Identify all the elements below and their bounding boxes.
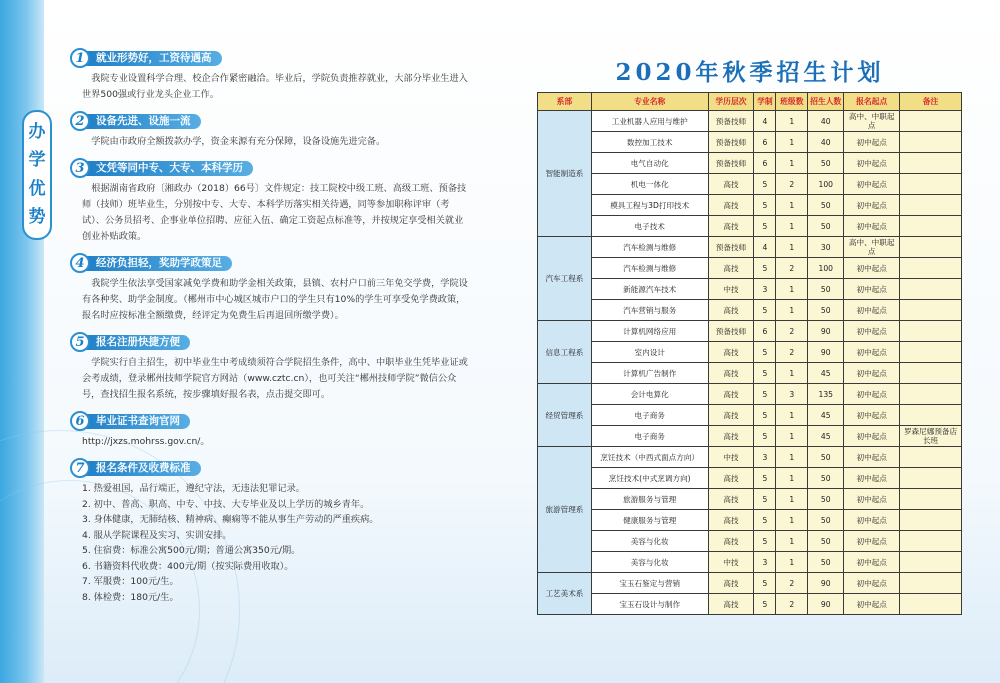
years-cell: 5 xyxy=(754,216,776,237)
note-cell xyxy=(900,405,962,426)
major-cell: 旅游服务与管理 xyxy=(591,489,708,510)
start-cell: 初中起点 xyxy=(844,216,900,237)
note-cell xyxy=(900,174,962,195)
years-cell: 3 xyxy=(754,552,776,573)
level-cell: 高技 xyxy=(708,174,754,195)
note-cell xyxy=(900,489,962,510)
table-row xyxy=(538,531,962,552)
table-row xyxy=(538,216,962,237)
dept-cell: 信息工程系 xyxy=(538,321,592,384)
start-cell: 初中起点 xyxy=(844,552,900,573)
major-cell: 工业机器人应用与维护 xyxy=(591,111,708,132)
section-number-badge: 5 xyxy=(70,332,90,352)
major-cell: 宝玉石设计与制作 xyxy=(591,594,708,615)
table-row xyxy=(538,384,962,405)
list-item: 1. 热爱祖国，品行端正，遵纪守法，无违法犯罪记录。 xyxy=(82,483,305,494)
dept-cell: 工艺美术系 xyxy=(538,573,592,615)
table-row xyxy=(538,153,962,174)
major-cell: 烹饪技术(中式烹调方向) xyxy=(591,468,708,489)
dept-cell: 智能制造系 xyxy=(538,111,592,237)
years-cell: 5 xyxy=(754,384,776,405)
section-body xyxy=(70,355,470,403)
years-cell: 5 xyxy=(754,405,776,426)
years-cell: 6 xyxy=(754,132,776,153)
years-cell: 5 xyxy=(754,426,776,447)
note-cell xyxy=(900,132,962,153)
advantages-column xyxy=(70,48,470,613)
table-row xyxy=(538,552,962,573)
level-cell: 预备技师 xyxy=(708,237,754,258)
note-cell xyxy=(900,300,962,321)
section-requirements-fees xyxy=(70,458,470,605)
classes-cell: 1 xyxy=(776,153,808,174)
level-cell: 高技 xyxy=(708,510,754,531)
side-tab-char: 势 xyxy=(28,207,46,228)
years-cell: 5 xyxy=(754,342,776,363)
table-row xyxy=(538,195,962,216)
years-cell: 5 xyxy=(754,258,776,279)
note-cell xyxy=(900,384,962,405)
table-body xyxy=(538,111,962,615)
start-cell: 初中起点 xyxy=(844,195,900,216)
section-paragraph: 我院学生依法享受国家减免学费和助学金相关政策，县镇、农村户口前三年免交学费，学院设有各种奖、助学金制度。（郴州市中心城区城市户口的学生只有10%的学生可享受免学费政策，报名时应按标准全额缴费，经评定为免费生后再退回所缴学费）。 xyxy=(82,278,468,321)
section-paragraph: 学院由市政府全额拨款办学，资金来源有充分保障，设备设施先进完备。 xyxy=(91,136,386,147)
note-cell xyxy=(900,594,962,615)
quota-cell: 90 xyxy=(808,573,844,594)
classes-cell: 1 xyxy=(776,216,808,237)
section-header xyxy=(70,458,470,478)
start-cell: 初中起点 xyxy=(844,132,900,153)
quota-cell: 50 xyxy=(808,552,844,573)
start-cell: 初中起点 xyxy=(844,573,900,594)
section-title: 文凭等同中专、大专、本科学历 xyxy=(82,161,253,176)
column-header: 学历层次 xyxy=(708,93,754,111)
classes-cell: 1 xyxy=(776,132,808,153)
start-cell: 初中起点 xyxy=(844,174,900,195)
section-number-badge: 4 xyxy=(70,253,90,273)
years-cell: 3 xyxy=(754,279,776,300)
section-body xyxy=(70,481,470,605)
table-header-row xyxy=(538,93,962,111)
major-cell: 计算机网络应用 xyxy=(591,321,708,342)
list-item: 5. 住宿费：标准公寓500元/期；普通公寓350元/期。 xyxy=(82,545,301,556)
note-cell xyxy=(900,447,962,468)
major-cell: 宝玉石鉴定与营销 xyxy=(591,573,708,594)
quota-cell: 50 xyxy=(808,279,844,300)
note-cell xyxy=(900,342,962,363)
quota-cell: 100 xyxy=(808,174,844,195)
years-cell: 5 xyxy=(754,195,776,216)
start-cell: 初中起点 xyxy=(844,405,900,426)
quota-cell: 30 xyxy=(808,237,844,258)
start-cell: 初中起点 xyxy=(844,153,900,174)
major-cell: 汽车检测与维修 xyxy=(591,258,708,279)
start-cell: 高中、中职起点 xyxy=(844,237,900,258)
years-cell: 6 xyxy=(754,153,776,174)
section-title: 就业形势好，工资待遇高 xyxy=(82,51,222,66)
section-body xyxy=(70,71,470,103)
dept-cell: 旅游管理系 xyxy=(538,447,592,573)
quota-cell: 90 xyxy=(808,321,844,342)
classes-cell: 1 xyxy=(776,300,808,321)
quota-cell: 50 xyxy=(808,195,844,216)
major-cell: 会计电算化 xyxy=(591,384,708,405)
quota-cell: 45 xyxy=(808,405,844,426)
table-row xyxy=(538,573,962,594)
column-header: 班级数 xyxy=(776,93,808,111)
certificate-query-link[interactable]: http://jxzs.mohrss.gov.cn/。 xyxy=(82,436,210,447)
start-cell: 初中起点 xyxy=(844,384,900,405)
list-item: 4. 服从学院课程及实习、实训安排。 xyxy=(82,529,232,541)
start-cell: 初中起点 xyxy=(844,363,900,384)
plan-title: 2020年秋季招生计划 xyxy=(615,59,885,86)
table-row xyxy=(538,510,962,531)
quota-cell: 50 xyxy=(808,489,844,510)
years-cell: 3 xyxy=(754,447,776,468)
section-number-badge: 3 xyxy=(70,158,90,178)
classes-cell: 1 xyxy=(776,489,808,510)
years-cell: 5 xyxy=(754,531,776,552)
note-cell xyxy=(900,237,962,258)
side-tab-char: 学 xyxy=(28,150,46,171)
quota-cell: 90 xyxy=(808,342,844,363)
table-row xyxy=(538,132,962,153)
note-cell xyxy=(900,510,962,531)
table-row xyxy=(538,111,962,132)
classes-cell: 1 xyxy=(776,426,808,447)
quota-cell: 40 xyxy=(808,111,844,132)
quota-cell: 50 xyxy=(808,531,844,552)
classes-cell: 1 xyxy=(776,237,808,258)
quota-cell: 40 xyxy=(808,132,844,153)
section-certificate-query xyxy=(70,411,470,450)
note-cell xyxy=(900,531,962,552)
table-row xyxy=(538,279,962,300)
level-cell: 高技 xyxy=(708,258,754,279)
level-cell: 高技 xyxy=(708,342,754,363)
major-cell: 模具工程与3D打印技术 xyxy=(591,195,708,216)
major-cell: 汽车检测与维修 xyxy=(591,237,708,258)
level-cell: 高技 xyxy=(708,363,754,384)
years-cell: 5 xyxy=(754,174,776,195)
quota-cell: 50 xyxy=(808,300,844,321)
column-header: 学制 xyxy=(754,93,776,111)
section-header xyxy=(70,332,470,352)
table-row xyxy=(538,426,962,447)
major-cell: 电子商务 xyxy=(591,426,708,447)
column-header: 专业名称 xyxy=(591,93,708,111)
note-cell: 罗森尼娜预备店长班 xyxy=(900,426,962,447)
note-cell xyxy=(900,468,962,489)
table-row xyxy=(538,321,962,342)
side-tab-advantages xyxy=(22,110,52,240)
level-cell: 高技 xyxy=(708,426,754,447)
section-header xyxy=(70,253,470,273)
quota-cell: 50 xyxy=(808,216,844,237)
level-cell: 高技 xyxy=(708,573,754,594)
start-cell: 初中起点 xyxy=(844,300,900,321)
level-cell: 预备技师 xyxy=(708,111,754,132)
note-cell xyxy=(900,279,962,300)
note-cell xyxy=(900,195,962,216)
level-cell: 高技 xyxy=(708,216,754,237)
quota-cell: 45 xyxy=(808,363,844,384)
start-cell: 初中起点 xyxy=(844,510,900,531)
classes-cell: 2 xyxy=(776,573,808,594)
classes-cell: 1 xyxy=(776,468,808,489)
section-title: 设备先进、设施一流 xyxy=(82,114,201,129)
level-cell: 中技 xyxy=(708,279,754,300)
classes-cell: 3 xyxy=(776,384,808,405)
level-cell: 高技 xyxy=(708,300,754,321)
classes-cell: 1 xyxy=(776,195,808,216)
classes-cell: 1 xyxy=(776,552,808,573)
years-cell: 5 xyxy=(754,489,776,510)
years-cell: 5 xyxy=(754,594,776,615)
level-cell: 高技 xyxy=(708,531,754,552)
classes-cell: 1 xyxy=(776,447,808,468)
section-title: 经济负担轻，奖助学政策足 xyxy=(82,256,232,271)
table-row xyxy=(538,258,962,279)
list-item: 7. 军服费：100元/生。 xyxy=(82,576,179,587)
note-cell xyxy=(900,552,962,573)
section-header xyxy=(70,411,470,431)
major-cell: 汽车营销与服务 xyxy=(591,300,708,321)
years-cell: 5 xyxy=(754,468,776,489)
section-facilities xyxy=(70,111,470,150)
level-cell: 高技 xyxy=(708,594,754,615)
level-cell: 预备技师 xyxy=(708,132,754,153)
section-body xyxy=(70,181,470,245)
note-cell xyxy=(900,321,962,342)
years-cell: 4 xyxy=(754,111,776,132)
start-cell: 初中起点 xyxy=(844,447,900,468)
level-cell: 高技 xyxy=(708,405,754,426)
section-paragraph: 学院实行自主招生，初中毕业生中考成绩须符合学院招生条件，高中、中职毕业生凭毕业证或会考成绩，登录郴州技师学院官方网站（www.cztc.cn），也可关注“郴州技师学院”微信公众号，查找招生报名系统，按步骤填好报名表，点击提交即可。 xyxy=(82,357,468,400)
side-tab-char: 办 xyxy=(28,121,46,142)
years-cell: 5 xyxy=(754,363,776,384)
start-cell: 高中、中职起点 xyxy=(844,111,900,132)
start-cell: 初中起点 xyxy=(844,279,900,300)
level-cell: 高技 xyxy=(708,489,754,510)
section-number-badge: 7 xyxy=(70,458,90,478)
level-cell: 预备技师 xyxy=(708,321,754,342)
level-cell: 高技 xyxy=(708,468,754,489)
enrollment-plan-table xyxy=(537,92,962,615)
start-cell: 初中起点 xyxy=(844,468,900,489)
quota-cell: 45 xyxy=(808,426,844,447)
start-cell: 初中起点 xyxy=(844,258,900,279)
quota-cell: 50 xyxy=(808,510,844,531)
section-paragraph: 我院专业设置科学合理、校企合作紧密融洽。毕业后，学院负责推荐就业，大部分毕业生进入世界500强或行业龙头企业工作。 xyxy=(82,73,468,100)
note-cell xyxy=(900,111,962,132)
years-cell: 4 xyxy=(754,237,776,258)
classes-cell: 2 xyxy=(776,174,808,195)
years-cell: 5 xyxy=(754,300,776,321)
level-cell: 预备技师 xyxy=(708,153,754,174)
section-paragraph: 根据湖南省政府〔湘政办（2018）66号〕文件规定：技工院校中级工班、高级工班、预备技师（技师）班毕业生，分别按中专、大专、本科学历落实相关待遇，同等参加职称评审（考试）、公务员招考、企事业单位招聘、应征入伍、确定工资起点标准等，并按规定享受相关就业创业补贴政策。 xyxy=(82,183,467,242)
dept-cell: 经贸管理系 xyxy=(538,384,592,447)
list-item: 2. 初中、普高、职高、中专、中技、大专毕业及以上学历的城乡青年。 xyxy=(82,498,370,510)
major-cell: 计算机广告制作 xyxy=(591,363,708,384)
major-cell: 美容与化妆 xyxy=(591,531,708,552)
quota-cell: 100 xyxy=(808,258,844,279)
section-header xyxy=(70,111,470,131)
major-cell: 电气自动化 xyxy=(591,153,708,174)
table-row xyxy=(538,594,962,615)
classes-cell: 2 xyxy=(776,342,808,363)
quota-cell: 50 xyxy=(808,468,844,489)
list-item: 3. 身体健康，无肺结核、精神病、癫痫等不能从事生产劳动的严重疾病。 xyxy=(82,514,379,525)
years-cell: 6 xyxy=(754,321,776,342)
classes-cell: 2 xyxy=(776,321,808,342)
major-cell: 机电一体化 xyxy=(591,174,708,195)
section-number-badge: 1 xyxy=(70,48,90,68)
section-diploma xyxy=(70,158,470,245)
start-cell: 初中起点 xyxy=(844,321,900,342)
note-cell xyxy=(900,363,962,384)
note-cell xyxy=(900,153,962,174)
major-cell: 新能源汽车技术 xyxy=(591,279,708,300)
column-header: 备注 xyxy=(900,93,962,111)
start-cell: 初中起点 xyxy=(844,489,900,510)
table-row xyxy=(538,468,962,489)
classes-cell: 1 xyxy=(776,405,808,426)
level-cell: 高技 xyxy=(708,384,754,405)
quota-cell: 50 xyxy=(808,447,844,468)
classes-cell: 1 xyxy=(776,363,808,384)
major-cell: 电子商务 xyxy=(591,405,708,426)
classes-cell: 1 xyxy=(776,279,808,300)
table-row xyxy=(538,342,962,363)
quota-cell: 50 xyxy=(808,153,844,174)
level-cell: 高技 xyxy=(708,195,754,216)
section-header xyxy=(70,158,470,178)
section-title: 报名注册快捷方便 xyxy=(82,335,190,350)
dept-cell: 汽车工程系 xyxy=(538,237,592,321)
table-row xyxy=(538,363,962,384)
table-row xyxy=(538,405,962,426)
column-header: 报名起点 xyxy=(844,93,900,111)
section-financial-aid xyxy=(70,253,470,324)
section-employment xyxy=(70,48,470,103)
classes-cell: 1 xyxy=(776,510,808,531)
list-item: 8. 体检费：180元/生。 xyxy=(82,591,179,603)
start-cell: 初中起点 xyxy=(844,594,900,615)
side-tab-char: 优 xyxy=(28,178,46,199)
table-row xyxy=(538,174,962,195)
years-cell: 5 xyxy=(754,510,776,531)
years-cell: 5 xyxy=(754,573,776,594)
major-cell: 室内设计 xyxy=(591,342,708,363)
quota-cell: 90 xyxy=(808,594,844,615)
table-row xyxy=(538,300,962,321)
section-body xyxy=(70,434,470,450)
classes-cell: 1 xyxy=(776,531,808,552)
section-title: 报名条件及收费标准 xyxy=(82,461,201,476)
column-header: 招生人数 xyxy=(808,93,844,111)
major-cell: 烹饪技术（中西式面点方向） xyxy=(591,447,708,468)
list-item: 6. 书籍资料代收费：400元/期（按实际费用收取）。 xyxy=(82,560,294,572)
table-row xyxy=(538,447,962,468)
classes-cell: 1 xyxy=(776,111,808,132)
table-row xyxy=(538,489,962,510)
quota-cell: 135 xyxy=(808,384,844,405)
classes-cell: 2 xyxy=(776,594,808,615)
section-title: 毕业证书查询官网 xyxy=(82,414,190,429)
major-cell: 美容与化妆 xyxy=(591,552,708,573)
section-header xyxy=(70,48,470,68)
start-cell: 初中起点 xyxy=(844,531,900,552)
major-cell: 数控加工技术 xyxy=(591,132,708,153)
start-cell: 初中起点 xyxy=(844,342,900,363)
section-number-badge: 6 xyxy=(70,411,90,431)
note-cell xyxy=(900,258,962,279)
start-cell: 初中起点 xyxy=(844,426,900,447)
column-header: 系部 xyxy=(538,93,592,111)
level-cell: 中技 xyxy=(708,552,754,573)
table-row xyxy=(538,237,962,258)
note-cell xyxy=(900,216,962,237)
major-cell: 健康服务与管理 xyxy=(591,510,708,531)
section-body xyxy=(70,134,470,150)
major-cell: 电子技术 xyxy=(591,216,708,237)
level-cell: 中技 xyxy=(708,447,754,468)
section-registration xyxy=(70,332,470,403)
note-cell xyxy=(900,573,962,594)
section-body xyxy=(70,276,470,324)
section-number-badge: 2 xyxy=(70,111,90,131)
classes-cell: 2 xyxy=(776,258,808,279)
